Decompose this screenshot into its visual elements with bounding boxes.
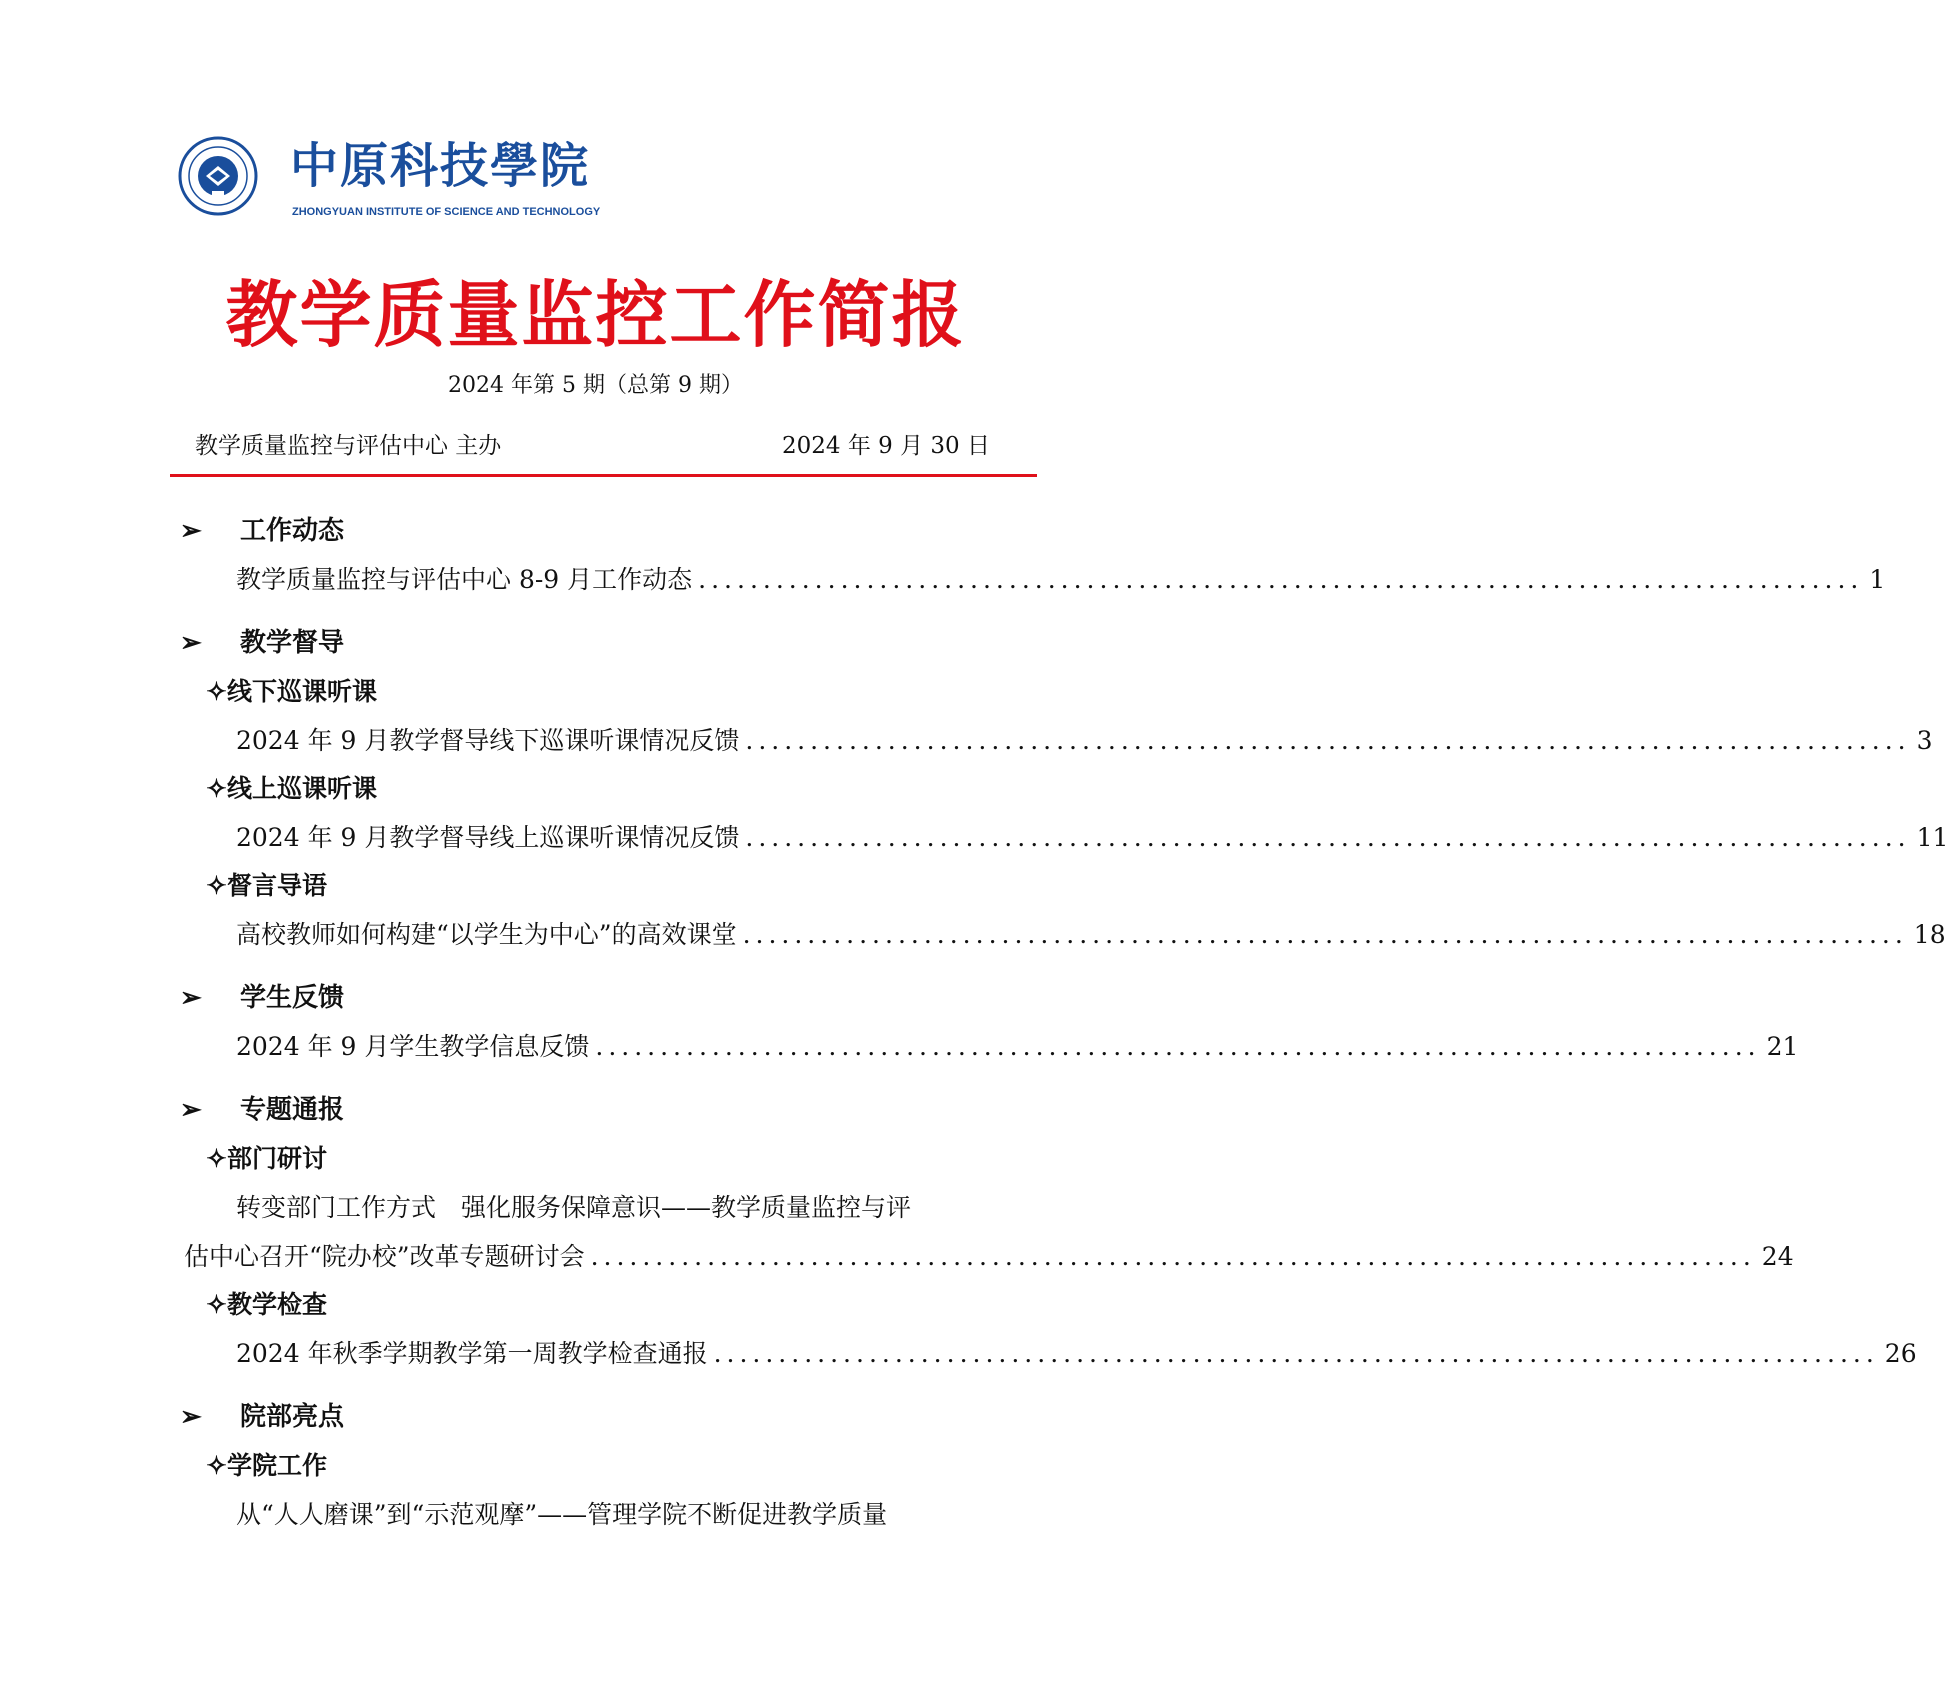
entry-title: 2024 年 9 月教学督导线上巡课听课情况反馈 bbox=[236, 823, 740, 852]
subsection-label: 学院工作 bbox=[226, 1451, 327, 1480]
publish-date: 2024 年 9 月 30 日 bbox=[782, 433, 990, 459]
toc-subsection[interactable] bbox=[206, 1448, 327, 1484]
subsection-label: 线下巡课听课 bbox=[226, 677, 377, 706]
school-name-en: ZHONGYUAN INSTITUTE OF SCIENCE AND TECHNOLOGY bbox=[292, 206, 601, 218]
leader-dots: .......................................................................................... bbox=[698, 565, 1864, 594]
toc-section-highlights[interactable] bbox=[180, 1399, 344, 1435]
toc-section-special-report[interactable] bbox=[180, 1092, 344, 1128]
toc-entry[interactable] bbox=[236, 917, 1946, 953]
toc-entry-line[interactable]: 从“人人磨课”到“示范观摩”——管理学院不断促进教学质量 bbox=[236, 1500, 888, 1529]
school-name-cn: 中原科技學院 bbox=[290, 138, 591, 194]
diamond-icon: ✧ bbox=[206, 677, 227, 706]
diamond-icon: ✧ bbox=[206, 1451, 227, 1480]
leader-dots: .......................................................................................... bbox=[745, 823, 1911, 852]
diamond-icon: ✧ bbox=[206, 1144, 227, 1173]
diamond-icon: ✧ bbox=[206, 1290, 227, 1319]
entry-title: 估中心召开“院办校”改革专题研讨会 bbox=[184, 1242, 585, 1271]
section-label: 院部亮点 bbox=[240, 1402, 345, 1432]
section-label: 学生反馈 bbox=[240, 983, 345, 1013]
toc-subsection[interactable] bbox=[206, 1141, 327, 1177]
entry-title: 2024 年秋季学期教学第一周教学检查通报 bbox=[236, 1339, 708, 1368]
leader-dots: .......................................................................................... bbox=[595, 1032, 1761, 1061]
issue-number: 2024 年第 5 期（总第 9 期） bbox=[448, 373, 743, 398]
toc-entry[interactable] bbox=[236, 562, 1886, 598]
page-number: 11 bbox=[1916, 823, 1948, 852]
toc-section-work-updates[interactable] bbox=[180, 513, 344, 549]
sponsor: 教学质量监控与评估中心 主办 bbox=[195, 433, 502, 459]
section-label: 工作动态 bbox=[240, 516, 345, 546]
entry-title: 教学质量监控与评估中心 8-9 月工作动态 bbox=[236, 565, 693, 594]
leader-dots: .......................................................................................... bbox=[713, 1339, 1879, 1368]
entry-title: 2024 年 9 月教学督导线下巡课听课情况反馈 bbox=[236, 726, 740, 755]
entry-title: 高校教师如何构建“以学生为中心”的高效课堂 bbox=[236, 920, 737, 949]
diamond-icon: ✧ bbox=[206, 774, 227, 803]
subsection-label: 线上巡课听课 bbox=[226, 774, 377, 803]
diamond-icon: ✧ bbox=[206, 871, 227, 900]
arrow-icon: ➢ bbox=[180, 516, 202, 546]
arrow-icon: ➢ bbox=[180, 983, 202, 1013]
leader-dots: .......................................................................................... bbox=[742, 920, 1908, 949]
page-number: 3 bbox=[1916, 726, 1933, 755]
toc-subsection[interactable] bbox=[206, 674, 377, 710]
leader-dots: .......................................................................................... bbox=[590, 1242, 1756, 1271]
toc-entry[interactable] bbox=[236, 1029, 1799, 1065]
entry-title: 2024 年 9 月学生教学信息反馈 bbox=[236, 1032, 590, 1061]
page-number: 18 bbox=[1913, 920, 1946, 949]
toc-entry[interactable] bbox=[236, 723, 1933, 759]
subsection-label: 教学检查 bbox=[226, 1290, 327, 1319]
page-title: 教学质量监控工作简报 bbox=[225, 272, 966, 357]
toc-entry[interactable] bbox=[184, 1239, 1794, 1275]
toc-entry-line[interactable]: 转变部门工作方式 强化服务保障意识——教学质量监控与评 bbox=[236, 1193, 912, 1222]
toc-section-student-feedback[interactable] bbox=[180, 980, 344, 1016]
toc-section-supervision[interactable] bbox=[180, 625, 344, 661]
toc-subsection[interactable] bbox=[206, 868, 327, 904]
leader-dots: .......................................................................................... bbox=[745, 726, 1911, 755]
page-number: 24 bbox=[1761, 1242, 1794, 1271]
page-number: 26 bbox=[1884, 1339, 1917, 1368]
section-label: 专题通报 bbox=[240, 1095, 345, 1125]
page-number: 1 bbox=[1869, 565, 1886, 594]
toc-entry[interactable] bbox=[236, 1336, 1917, 1372]
arrow-icon: ➢ bbox=[180, 628, 202, 658]
toc-subsection[interactable] bbox=[206, 771, 377, 807]
arrow-icon: ➢ bbox=[180, 1402, 202, 1432]
section-label: 教学督导 bbox=[240, 628, 345, 658]
arrow-icon: ➢ bbox=[180, 1095, 202, 1125]
toc-subsection[interactable] bbox=[206, 1287, 327, 1323]
page-number: 21 bbox=[1766, 1032, 1799, 1061]
toc-entry[interactable] bbox=[236, 820, 1948, 856]
subsection-label: 部门研讨 bbox=[226, 1144, 327, 1173]
subsection-label: 督言导语 bbox=[226, 871, 327, 900]
